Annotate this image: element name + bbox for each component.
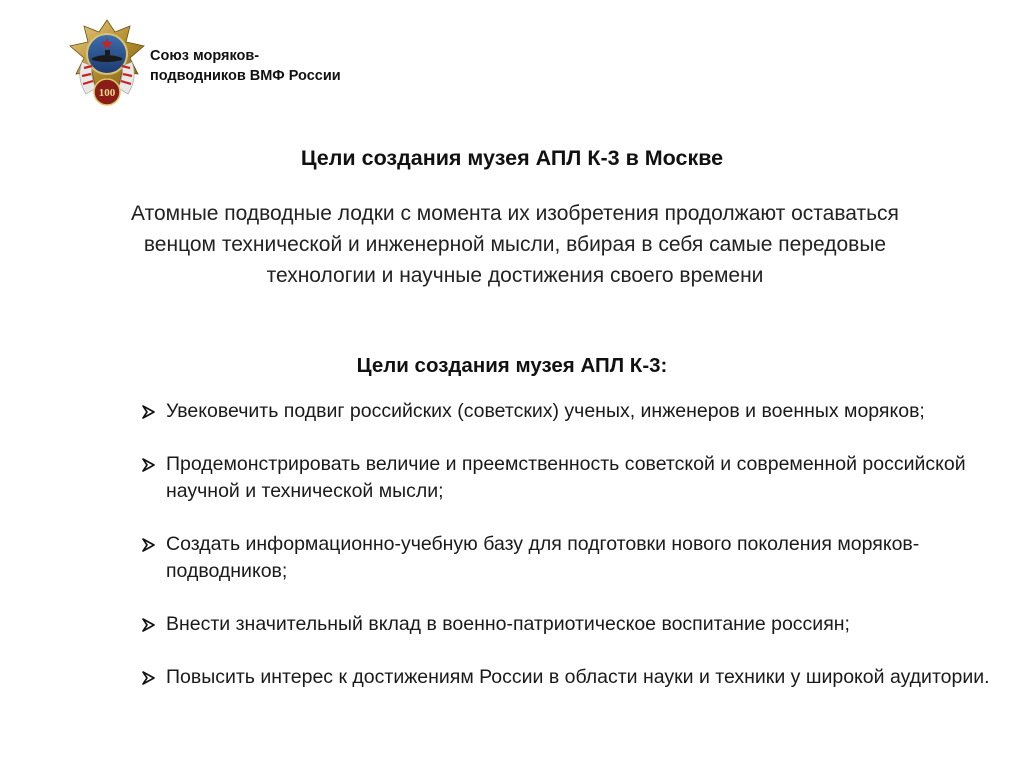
goals-list xyxy=(138,398,1018,717)
submariners-emblem-icon xyxy=(68,18,146,110)
organization-name-line2: подводников ВМФ России xyxy=(150,68,341,84)
arrow-bullet-icon xyxy=(140,458,156,472)
arrow-bullet-icon xyxy=(140,538,156,552)
goal-item xyxy=(138,664,1018,691)
page-title: Цели создания музея АПЛ К-3 в Москве xyxy=(300,146,724,170)
arrow-bullet-icon xyxy=(140,405,156,419)
goal-text: Создать информационно-учебную базу для подготовки нового поколения моряков-подводников; xyxy=(166,533,920,582)
organization-name xyxy=(150,46,341,86)
arrow-bullet-icon xyxy=(140,618,156,632)
organization-name-line1: Союз моряков- xyxy=(150,48,260,64)
intro-paragraph: Атомные подводные лодки с момента их изобретения продолжают оставаться венцом технической и инженерной мысли, вбирая в себя самые передовые технологии и научные достижения своего времени xyxy=(131,202,899,287)
goal-text: Продемонстрировать величие и преемственность советской и современной российской научной и технической мысли; xyxy=(166,453,966,502)
goals-heading: Цели создания музея АПЛ К-3: xyxy=(356,354,668,377)
goal-item xyxy=(138,611,1018,638)
emblem-year-label: 100 xyxy=(98,87,116,99)
goal-item xyxy=(138,531,1018,585)
goal-item xyxy=(138,398,1018,425)
goal-text: Увековечить подвиг российских (советских) ученых, инженеров и военных моряков; xyxy=(166,400,925,422)
goal-text: Повысить интерес к достижениям России в области науки и техники у широкой аудитории. xyxy=(166,666,990,688)
goal-item xyxy=(138,451,1018,505)
arrow-bullet-icon xyxy=(140,671,156,685)
goal-text: Внести значительный вклад в военно-патриотическое воспитание россиян; xyxy=(166,613,850,635)
